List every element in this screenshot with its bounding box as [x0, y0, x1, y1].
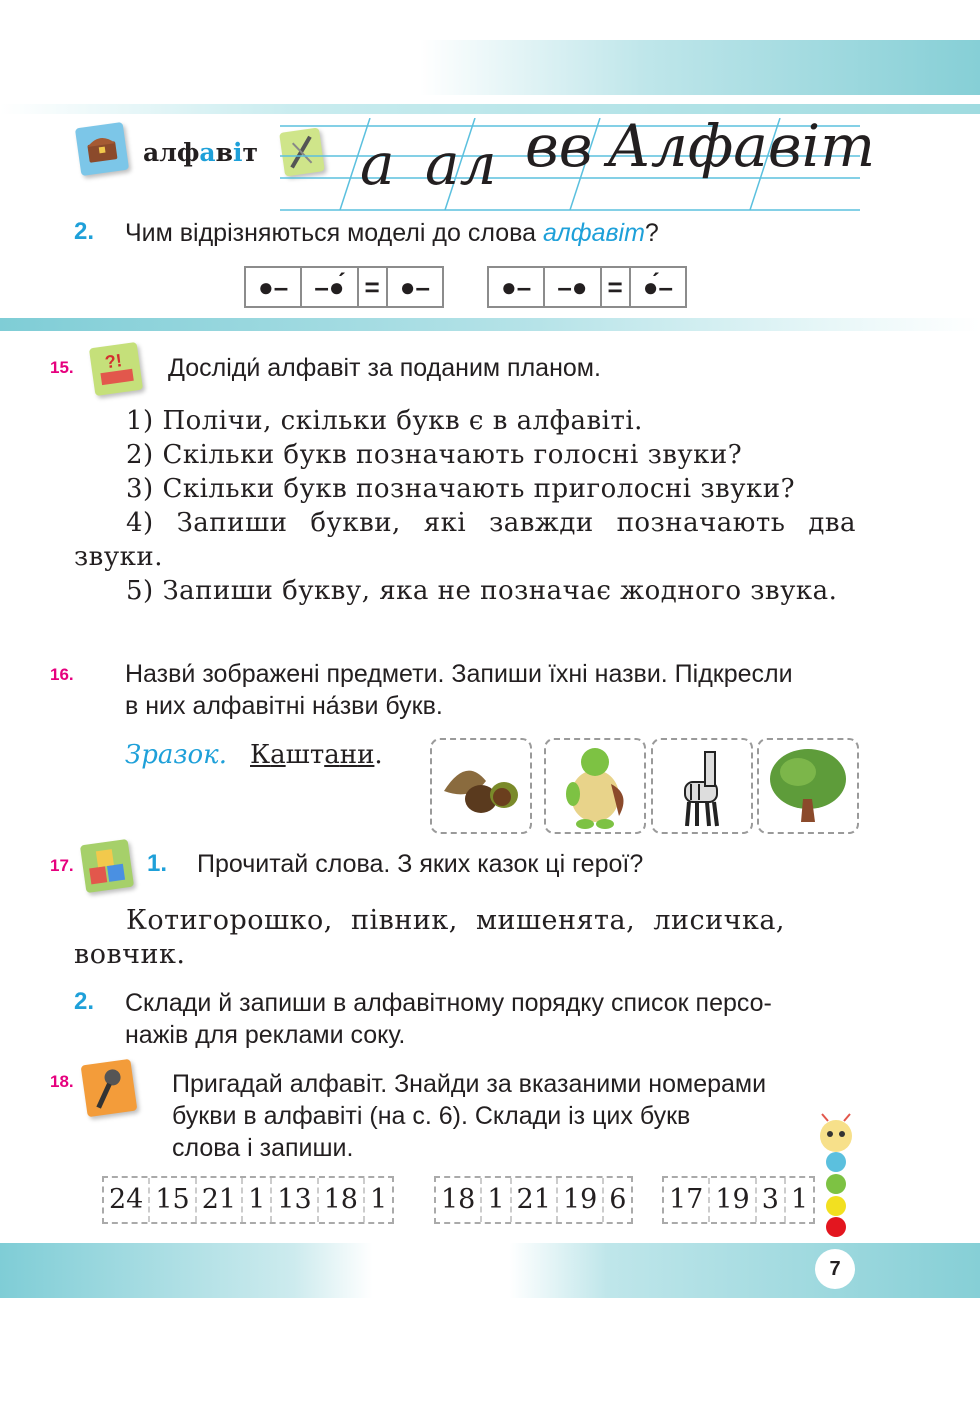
abc-blocks-icon	[80, 839, 134, 893]
page-number: 7	[815, 1249, 855, 1289]
exercise-15-item: 4) Запиши букви, які завжди позначають два звуки.	[74, 508, 856, 572]
exercise-17-sub2-line1: Склади й запиши в алфавітному порядку список персо-	[125, 989, 772, 1017]
chestnut-icon	[430, 738, 532, 834]
exercise-18-line3: слова і запиши.	[172, 1134, 354, 1162]
number-cell: 1	[482, 1178, 511, 1222]
model-cell: ●–	[489, 268, 545, 306]
handwriting-alfavit: Алфавіт	[607, 112, 876, 180]
exercise-15-item: 1) Полічи, скільки букв є в алфавіті.	[126, 406, 643, 436]
exercise-15-item: 3) Скільки букв позначають приголосні звуки?	[126, 474, 796, 504]
zebra-icon	[651, 738, 753, 834]
turtle-icon	[544, 738, 646, 834]
exercise-15-item: 5) Запиши букву, яка не позначає жодного звука.	[126, 576, 838, 606]
task2-highlight: алфавіт	[542, 219, 645, 247]
svg-text:?!: ?!	[103, 350, 124, 373]
exercise-18-number: 18.	[50, 1072, 74, 1091]
exercise-18-line2: букви в алфавіті (на с. 6). Склади із цих букв	[172, 1102, 691, 1130]
top-decor-band	[420, 40, 980, 95]
task2-text: Чим відрізняються моделі до слова алфавіт?	[125, 219, 659, 247]
exercise-15-item: 2) Скільки букв позначають голосні звуки?	[126, 440, 743, 470]
model-cell: =	[602, 268, 631, 306]
exercise-16-line2: в них алфавітні на́зви букв.	[125, 692, 443, 720]
section-divider	[0, 318, 980, 331]
exercise-17-words-line1: Котигорошко, півник, мишенята, лисичка,	[126, 905, 786, 936]
number-cell: 3	[757, 1178, 786, 1222]
sample-label: Зразок.	[125, 740, 227, 770]
model-cell: –●́	[302, 268, 358, 306]
exercise-15-number: 15.	[50, 358, 74, 377]
vocab-part: алф	[143, 138, 200, 167]
handwriting-vv: вв	[525, 112, 593, 180]
exercise-16-line1: Назви́ зображені предмети. Запиши їхні назви. Підкресли	[125, 660, 793, 688]
exercise-17-sub2-line2: нажів для реклами соку.	[125, 1021, 406, 1049]
exercise-17-sub2-number: 2.	[74, 988, 95, 1015]
model-cell: =	[359, 268, 388, 306]
vocab-word	[143, 138, 258, 167]
number-cell: 21	[512, 1178, 558, 1222]
number-code-group-1	[102, 1176, 394, 1224]
exercise-17-sub1-number: 1.	[147, 850, 168, 877]
tree-icon	[757, 738, 859, 834]
vocab-stressed-vowel: а	[199, 138, 216, 167]
word-model-2	[487, 266, 687, 308]
number-cell: 19	[710, 1178, 756, 1222]
vocab-vowel: і	[232, 138, 243, 167]
question-book-icon	[89, 342, 143, 396]
number-cell: 1	[790, 1184, 809, 1215]
model-cell: ●–	[399, 271, 430, 302]
number-cell: 19	[558, 1178, 604, 1222]
number-cell: 6	[609, 1184, 627, 1215]
number-cell: 21	[197, 1178, 243, 1222]
number-cell: 17	[664, 1178, 710, 1222]
exercise-17-number: 17.	[50, 856, 74, 875]
number-code-group-3	[662, 1176, 815, 1224]
exercise-15-title: Досліди́ алфавіт за поданим планом.	[168, 354, 601, 382]
model-cell: ●́–	[642, 271, 673, 302]
handwriting-a: а	[360, 130, 395, 198]
model-cell: –●	[545, 268, 601, 306]
model-cell: ●–	[246, 268, 302, 306]
exercise-18-line1: Пригадай алфавіт. Знайди за вказаними номерами	[172, 1070, 767, 1098]
number-cell: 18	[319, 1178, 365, 1222]
microphone-icon	[81, 1059, 138, 1117]
vocab-part: т	[242, 138, 258, 167]
number-cell: 15	[150, 1178, 196, 1222]
treasure-chest-icon	[75, 122, 129, 176]
task2-number: 2.	[74, 218, 95, 245]
exercise-17-words-line2: вовчик.	[74, 939, 186, 970]
word-model-1	[244, 266, 444, 308]
number-cell: 13	[272, 1178, 318, 1222]
number-cell: 24	[104, 1178, 150, 1222]
handwriting-al: ал	[425, 130, 497, 198]
number-code-group-2	[434, 1176, 633, 1224]
exercise-16-number: 16.	[50, 665, 74, 684]
vocab-part: в	[215, 138, 233, 167]
number-cell: 1	[369, 1184, 388, 1215]
number-cell: 1	[243, 1178, 272, 1222]
caterpillar-icon	[810, 1112, 866, 1242]
number-cell: 18	[436, 1178, 482, 1222]
sample-word: Каштани.	[250, 740, 383, 770]
exercise-17-sub1-text: Прочитай слова. З яких казок ці герої?	[197, 850, 644, 878]
